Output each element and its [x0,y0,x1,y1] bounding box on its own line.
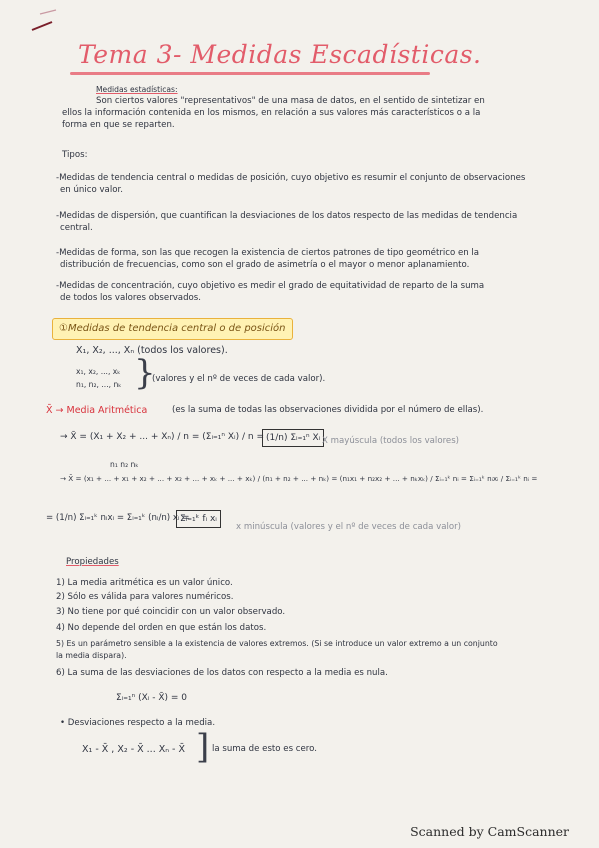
propiedades-heading: Propiedades [66,557,119,567]
formula-1-box: (1/n) Σᵢ₌₁ⁿ Xᵢ [262,429,324,447]
formula-3-box: Σᵢ₌₁ᵏ fᵢ xᵢ [176,510,221,528]
propiedad-5-cont: la media dispara). [56,651,127,660]
formula-3-note: x minúscula (valores y el nº de veces de cada valor) [236,522,462,532]
values-pairs-n: n₁, n₂, ..., nₖ [76,380,122,389]
tipo-2-line-2: central. [60,223,93,233]
desviaciones-brace: ] [196,727,210,767]
desviaciones-label: • Desviaciones respecto a la media. [60,718,216,728]
propiedad-3: 3) No tiene por qué coincidir con un valor observado. [56,607,286,617]
tipo-4-line-2: de todos los valores observados. [60,293,201,303]
formula-2: → X̄ = (x₁ + ... + x₁ + x₂ + ... + x₂ + ... + xₖ + ... + xₖ) / (n₁ + n₂ + ... + nₖ) = (n₁x₁ + n₂x₂ + ... + nₖxₖ) / Σᵢ₌₁ᵏ nᵢ = Σᵢ₌₁ᵏ nᵢxᵢ / Σᵢ₌₁ᵏ nᵢ = [60,474,538,483]
formula-3: = (1/n) Σᵢ₌₁ᵏ nᵢxᵢ = Σᵢ₌₁ᵏ (nᵢ/n) xᵢ = [46,513,190,523]
propiedad-5: 5) Es un parámetro sensible a la existencia de valores extremos. (Si se introduce un valor extremo a un conjunto [56,639,498,648]
tipo-2-line-1: -Medidas de dispersión, que cuantifican la desviaciones de los datos respecto de las medidas de tendencia [56,211,518,221]
tipo-1-line-2: en único valor. [60,185,123,195]
values-line: X₁, X₂, ..., Xₙ (todos los valores). [76,345,228,356]
media-aritmetica-label: X̄ → Media Aritmética [46,405,148,416]
intro-line-2: ellos la información contenida en los mismos, en relación a sus valores más característicos o a la [62,108,481,118]
intro-line-1: Son ciertos valores "representativos" de una masa de datos, en el sentido de sintetizar en [96,96,485,106]
values-pairs-desc: (valores y el nº de veces de cada valor). [152,374,326,384]
title-underline [70,72,430,75]
desviaciones-formula: X₁ - X̄ , X₂ - X̄ ... Xₙ - X̄ [82,744,186,755]
formula-1-note: X mayúscula (todos los valores) [322,436,460,446]
tipos-label: Tipos: [62,150,88,160]
section-1-heading: ①Medidas de tendencia central o de posición [52,318,293,340]
intro-line-3: forma en que se reparten. [62,120,175,130]
tipo-4-line-1: -Medidas de concentración, cuyo objetivo es medir el grado de equitatividad de reparto de la suma [56,281,485,291]
sum-formula: Σᵢ₌₁ⁿ (Xᵢ - X̄) = 0 [116,693,188,703]
heading-medidas: Medidas estadísticas: [96,85,178,94]
propiedad-1: 1) La media aritmética es un valor único. [56,578,233,588]
scanner-footer: Scanned by CamScanner [410,824,569,839]
propiedad-2: 2) Sólo es válida para valores numéricos. [56,592,234,602]
values-brace: } [134,353,156,393]
tipo-3-line-2: distribución de frecuencias, como son el grado de asimetría o el mayor o menor aplanamiento. [60,260,470,270]
page-fold-marks [0,0,100,40]
tipo-3-line-1: -Medidas de forma, son las que recogen la existencia de ciertos patrones de tipo geométrico en la [56,248,480,258]
page-title: Tema 3- Medidas Escadísticas. [78,40,482,69]
tipo-1-line-1: -Medidas de tendencia central o medidas de posición, cuyo objetivo es resumir el conjunto de observaciones [56,173,526,183]
formula-2-top: n₁ n₂ nₖ [110,460,139,469]
desviaciones-note: la suma de esto es cero. [212,744,317,754]
propiedad-4: 4) No depende del orden en que están los datos. [56,623,267,633]
propiedad-6: 6) La suma de las desviaciones de los datos con respecto a la media es nula. [56,668,388,678]
formula-1: → X̄ = (X₁ + X₂ + ... + Xₙ) / n = (Σᵢ₌₁ⁿ Xᵢ) / n = [60,432,264,442]
media-aritmetica-desc: (es la suma de todas las observaciones dividida por el número de ellas). [172,405,484,415]
values-pairs-x: x₁, x₂, ..., xₖ [76,367,121,376]
